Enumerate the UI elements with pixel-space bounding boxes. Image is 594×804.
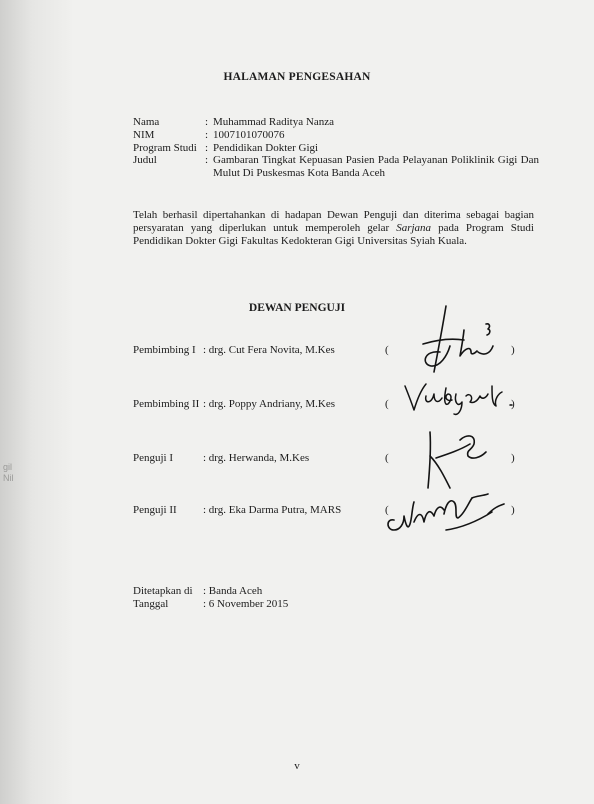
statement-text: pada Program Studi Pendidikan Dokter Gigi Fakultas Kedokteran Gigi Universitas Syiah Kuala. bbox=[133, 222, 534, 247]
margin-bleed-line: Nil bbox=[3, 473, 14, 483]
signature-penguji-1 bbox=[418, 426, 518, 492]
info-row-program bbox=[133, 142, 539, 155]
student-info bbox=[133, 116, 539, 180]
margin-bleed-line: gil bbox=[3, 462, 13, 472]
board-title: DEWAN PENGUJI bbox=[248, 302, 346, 314]
signature-penguji-2 bbox=[380, 484, 530, 546]
info-separator: : bbox=[205, 141, 209, 154]
signature-pembimbing-1 bbox=[418, 300, 528, 382]
info-value: 1007101070076 bbox=[213, 128, 285, 141]
info-value: Gambaran Tingkat Kepuasan Pasien Pada Pelayanan Poliklinik Gigi Dan Mulut Di Puskesmas Kota Banda Aceh bbox=[213, 154, 539, 180]
examiner-name: : drg. Cut Fera Novita, M.Kes bbox=[203, 344, 335, 356]
signature-bracket-close: ) bbox=[511, 504, 515, 516]
page-title: HALAMAN PENGESAHAN bbox=[223, 71, 371, 83]
signature-bracket-close: ) bbox=[511, 452, 515, 464]
info-label: Program Studi bbox=[133, 141, 197, 154]
signature-bracket-open: ( bbox=[385, 452, 389, 464]
degree-name: Sarjana bbox=[396, 222, 432, 234]
statement-text: Telah berhasil dipertahankan di hadapan Dewan Penguji dan diterima sebagai bagian persyaratan yang diperlukan untuk memperoleh gelar bbox=[133, 209, 534, 234]
info-row-nim bbox=[133, 129, 539, 142]
info-label: NIM bbox=[133, 128, 155, 141]
examiner-role: Pembimbing II bbox=[133, 398, 200, 410]
info-separator: : bbox=[205, 154, 209, 167]
signature-bracket-close: ) bbox=[511, 398, 515, 410]
info-separator: : bbox=[205, 128, 209, 141]
signature-pembimbing-2 bbox=[400, 376, 530, 422]
examiner-name: : drg. Poppy Andriany, M.Kes bbox=[203, 398, 335, 410]
enactment-value: : Banda Aceh bbox=[203, 585, 263, 597]
examiner-role: Pembimbing I bbox=[133, 344, 196, 356]
info-value: Muhammad Raditya Nanza bbox=[213, 116, 334, 128]
approval-statement bbox=[133, 209, 534, 248]
enactment-row-date bbox=[133, 598, 288, 611]
info-row-name bbox=[133, 116, 539, 129]
signature-bracket-open: ( bbox=[385, 398, 389, 410]
info-separator: : bbox=[205, 116, 209, 128]
examiner-role: Penguji II bbox=[133, 504, 177, 516]
signature-bracket-open: ( bbox=[385, 504, 389, 516]
info-value: Pendidikan Dokter Gigi bbox=[213, 141, 319, 154]
enactment-row-place bbox=[133, 585, 288, 598]
info-label: Nama bbox=[133, 116, 160, 128]
enactment-label: Ditetapkan di bbox=[133, 585, 193, 597]
examiner-name: : drg. Eka Darma Putra, MARS bbox=[203, 504, 342, 516]
enactment-details bbox=[133, 585, 288, 611]
page-number: v bbox=[294, 760, 300, 772]
enactment-label: Tanggal bbox=[133, 598, 169, 610]
signature-bracket-open: ( bbox=[385, 344, 389, 356]
examiner-role: Penguji I bbox=[133, 452, 174, 464]
examiner-name: : drg. Herwanda, M.Kes bbox=[203, 452, 310, 464]
enactment-value: : 6 November 2015 bbox=[203, 598, 289, 610]
info-label: Judul bbox=[133, 154, 157, 167]
info-row-title bbox=[133, 154, 539, 180]
signature-bracket-close: ) bbox=[511, 344, 515, 356]
